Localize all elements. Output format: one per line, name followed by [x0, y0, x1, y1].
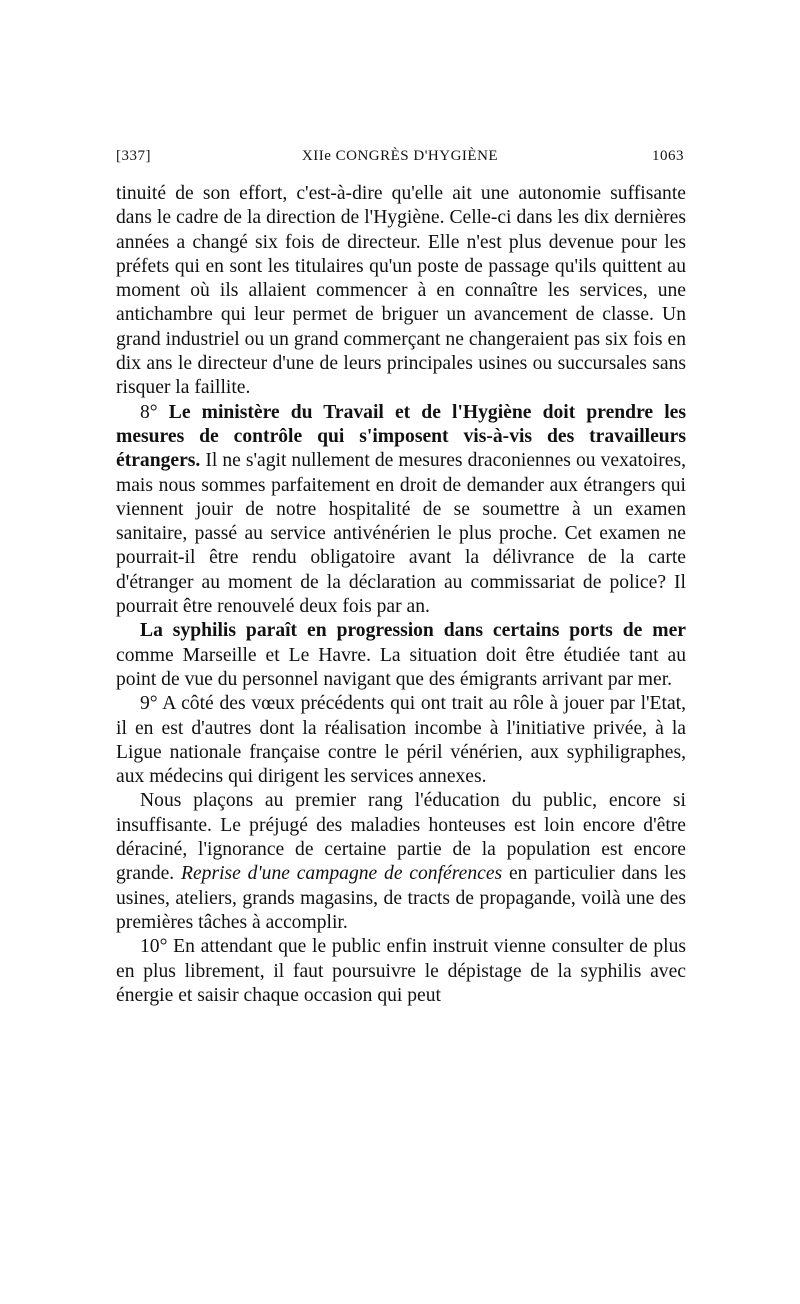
- header-page-ref: [337]: [116, 148, 151, 164]
- paragraph-text: 9° A côté des vœux précédents qui ont trait au rôle à jouer par l'Etat, il en est d'autres dont la réalisation incombe à l'initiative privée, à la Ligue nationale française contre le péril vénérien, aux syphiligraphes, aux médecins qui dirigent les services annexes.: [116, 693, 686, 788]
- bold-statement: Le ministère du Travail et de l'Hygiène doit prendre les mesures de contrôle qui s'imposent vis-à-vis des travailleurs étrangers.: [116, 401, 686, 472]
- paragraph-item-9: [116, 692, 686, 789]
- paragraph-item-10: [116, 935, 686, 1008]
- paragraph-education: [116, 789, 686, 935]
- paragraph-text: Il ne s'agit nullement de mesures draconiennes ou vexatoires, mais nous sommes parfaitement en droit de demander aux étrangers qui viennent jouir de notre hospitalité de se soumettre à un examen sanitaire, passé au service antivénérien le plus proche. Cet examen ne pourrait-il être rendu obligatoire avant la délivrance de la carte d'étranger au moment de la déclaration au commissariat de police? Il pourrait être renouvelé deux fois par an.: [116, 450, 686, 618]
- paragraph-text: 10° En attendant que le public enfin instruit vienne consulter de plus en plus librement, il faut poursuivre le dépistage de la syphilis avec énergie et saisir chaque occasion qui peut: [116, 936, 686, 1006]
- paragraph-text: comme Marseille et Le Havre. La situation doit être étudiée tant au point de vue du personnel navigant que des émigrants arrivant par mer.: [116, 644, 686, 690]
- header-page-number: 1063: [652, 148, 684, 164]
- paragraph-text: Nous plaçons au premier rang l'éducation du public, encore si insuffisante. Le préjugé des maladies honteuses est loin encore d'être déraciné, l'ignorance de certaine partie de la population est encore grande.: [116, 790, 686, 885]
- italic-phrase: Reprise d'une campagne de conférences: [181, 863, 503, 885]
- body-text: [116, 182, 686, 1008]
- running-header: [116, 148, 684, 170]
- paragraph-continuation: [116, 182, 686, 401]
- paragraph-syphilis-ports: [116, 619, 686, 692]
- paragraph-text: tinuité de son effort, c'est-à-dire qu'elle ait une autonomie suffisante dans le cadre de la direction de l'Hygiène. Celle-ci dans les dix dernières années a changé six fois de directeur. Elle n'est plus devenue pour les préfets qui en sont les titulaires qu'un poste de passage qu'ils quittent au moment où ils allaient commencer à en connaître les services, une antichambre qui leur permet de briguer un avancement de classe. Un grand industriel ou un grand commerçant ne changeraient pas six fois en dix ans le directeur d'une de leurs principales usines ou succursales sans risquer la faillite.: [116, 183, 686, 399]
- paragraph-text: en particulier dans les usines, ateliers, grands magasins, de tracts de propagande, voilà une des premières tâches à accomplir.: [116, 863, 686, 933]
- header-title: XIIe CONGRÈS D'HYGIÈNE: [301, 148, 499, 164]
- bold-statement: La syphilis paraît en progression dans certains ports de mer: [140, 620, 686, 642]
- paragraph-item-8: [116, 401, 686, 620]
- item-number: 8°: [140, 401, 158, 423]
